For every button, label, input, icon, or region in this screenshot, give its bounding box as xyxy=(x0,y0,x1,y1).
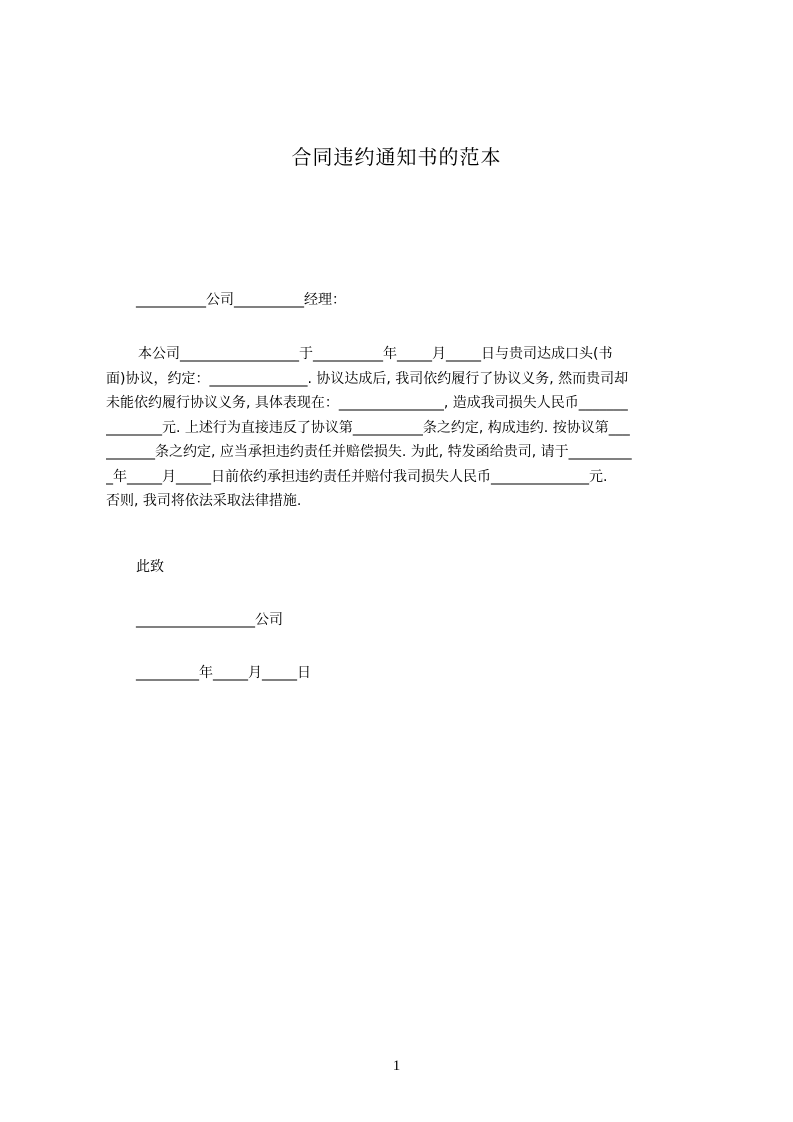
body-line: 本公司_________________于__________年_____月_____日与贵司达成口头(书 xyxy=(138,346,613,362)
salutation-line: __________公司__________经理： xyxy=(136,292,346,308)
body-line: 否则, 我司将依法采取法律措施. xyxy=(106,493,302,509)
body-line: ________元. 上述行为直接违反了协议第__________条之约定, 构成违约. 按协议第___ xyxy=(106,419,630,436)
body-line: _年_____月_____日前依约承担违约责任并赔付我司损失人民币______________元. xyxy=(106,468,608,485)
body-line: 面)协议，约定：______________. 协议达成后, 我司依约履行了协议义务, 然而贵司却 xyxy=(106,370,629,387)
closing-text: 此致 xyxy=(136,559,164,575)
document-title: 合同违约通知书的范本 xyxy=(291,145,502,169)
body-paragraph xyxy=(106,344,702,516)
signature-company-line: _________________公司 xyxy=(136,612,283,628)
signature-date-line: _________年_____月_____日 xyxy=(136,665,311,681)
body-line: _______条之约定, 应当承担违约责任并赔偿损失. 为此, 特发函给贵司, 请于_________ xyxy=(106,444,632,460)
page-number: 1 xyxy=(392,1058,401,1074)
body-line: 未能依约履行协议义务, 具体表现在：_______________, 造成我司损失人民币_______ xyxy=(106,395,628,411)
